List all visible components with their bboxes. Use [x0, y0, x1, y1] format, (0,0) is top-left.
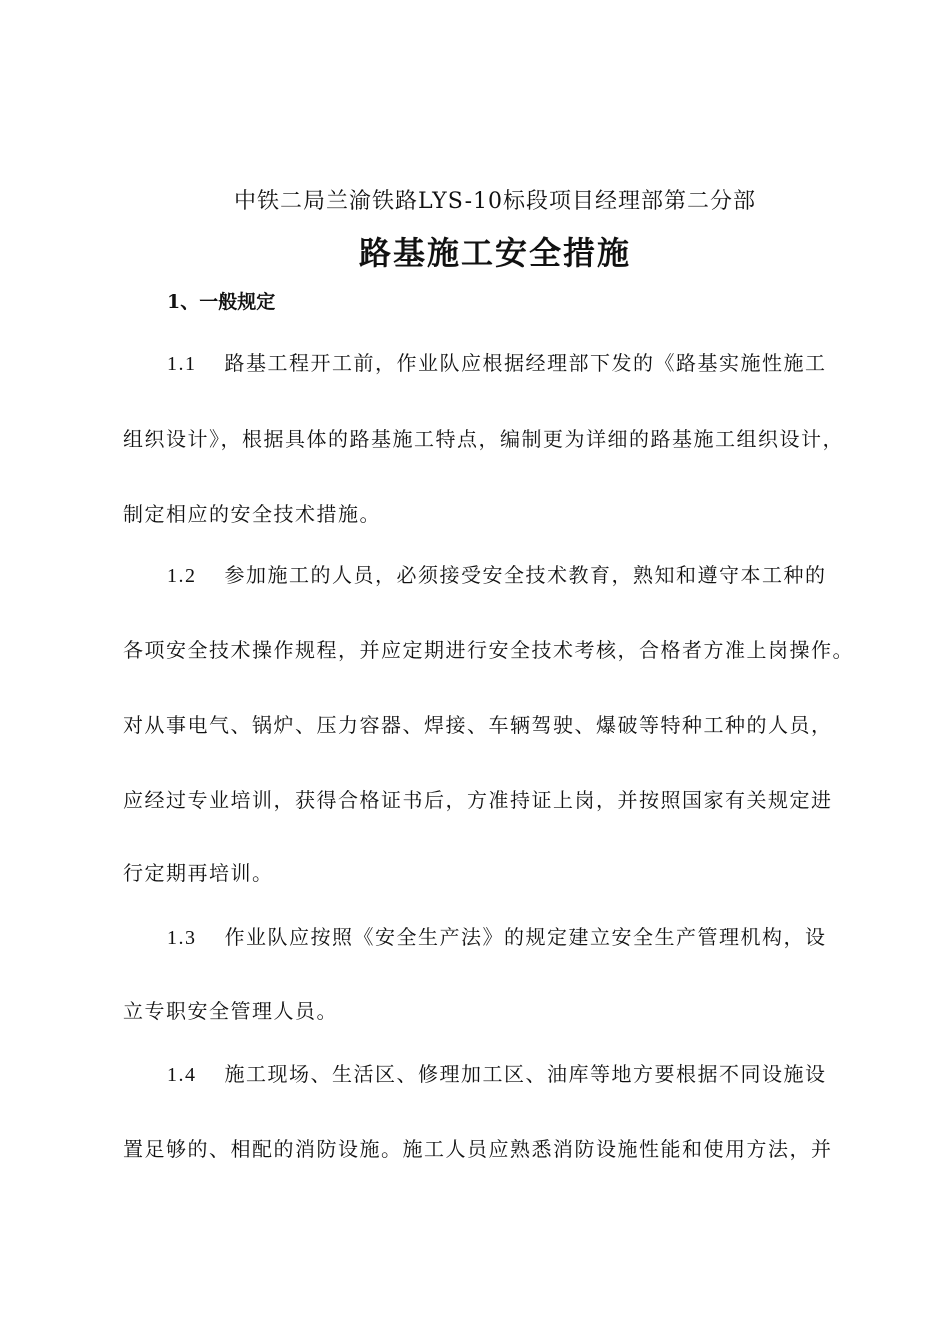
paragraph-text: 路基工程开工前，作业队应根据经理部下发的《路基实施性施工: [224, 351, 827, 375]
paragraph-number: 1.4: [167, 1064, 197, 1086]
paragraph-1-1-line-3: 制定相应的安全技术措施。: [123, 502, 381, 526]
paragraph-text: 作业队应按照《安全生产法》的规定建立安全生产管理机构，设: [224, 925, 827, 949]
paragraph-1-3-line-2: 立专职安全管理人员。: [123, 999, 338, 1023]
paragraph-1-2-line-1: [167, 561, 922, 590]
paragraph-1-2-line-5: 行定期再培训。: [123, 861, 274, 885]
paragraph-1-3-line-1: [167, 923, 922, 952]
organization-line: 中铁二局兰渝铁路LYS-10标段项目经理部第二分部: [233, 189, 757, 214]
paragraph-number: 1.3: [167, 927, 197, 949]
paragraph-1-2-line-3: 对从事电气、锅炉、压力容器、焊接、车辆驾驶、爆破等特种工种的人员，: [123, 713, 833, 737]
section-heading: 1、一般规定: [167, 291, 276, 313]
paragraph-1-4-line-1: [167, 1060, 922, 1089]
paragraph-text: 参加施工的人员，必须接受安全技术教育，熟知和遵守本工种的: [224, 563, 827, 587]
paragraph-1-1-line-2: 组织设计》，根据具体的路基施工特点，编制更为详细的路基施工组织设计，: [123, 427, 844, 451]
paragraph-number: 1.2: [167, 565, 197, 587]
paragraph-1-2-line-2: 各项安全技术操作规程，并应定期进行安全技术考核，合格者方准上岗操作。: [123, 638, 854, 662]
document-title: 路基施工安全措施: [358, 234, 631, 272]
paragraph-1-4-line-2: 置足够的、相配的消防设施。施工人员应熟悉消防设施性能和使用方法，并: [123, 1137, 833, 1161]
paragraph-text: 施工现场、生活区、修理加工区、油库等地方要根据不同设施设: [224, 1062, 827, 1086]
paragraph-1-2-line-4: 应经过专业培训，获得合格证书后，方准持证上岗，并按照国家有关规定进: [123, 788, 833, 812]
paragraph-1-1-line-1: [167, 349, 922, 378]
paragraph-number: 1.1: [167, 353, 197, 375]
